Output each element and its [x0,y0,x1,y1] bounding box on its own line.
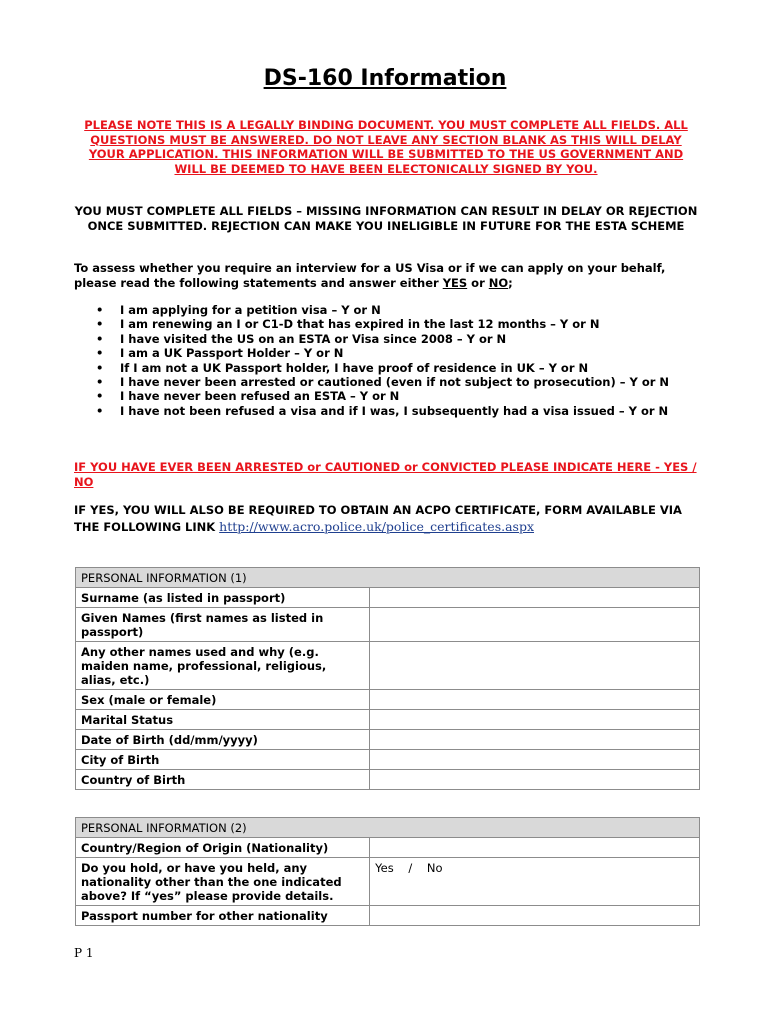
intro-text [74,261,698,290]
field-label: City of Birth [76,750,370,770]
statement-text: I am a UK Passport Holder – Y or N [120,346,344,361]
legal-notice: PLEASE NOTE THIS IS A LEGALLY BINDING DOCUMENT. YOU MUST COMPLETE ALL FIELDS. ALL QUESTIONS MUST BE ANSWERED. DO NOT LEAVE ANY SECTION BLANK AS THIS WILL DELAY YOUR APPLICATION. THIS INFORMATION WILL BE SUBMITTED TO THE US GOVERNMENT AND WILL BE DEEMED TO HAVE BEEN ELECTONICALLY SIGNED BY YOU. [84,118,688,176]
arrest-notice: IF YOU HAVE EVER BEEN ARRESTED or CAUTIONED or CONVICTED PLEASE INDICATE HERE - YES / NO [74,460,697,489]
field-label: Given Names (first names as listed in passport) [76,608,370,642]
sex-field[interactable] [370,690,700,710]
table-row [76,642,700,690]
personal-info-2-table [75,817,700,926]
country-of-birth-field[interactable] [370,770,700,790]
table-row [76,690,700,710]
field-label: Sex (male or female) [76,690,370,710]
section-header: PERSONAL INFORMATION (2) [76,818,700,838]
completion-warning: YOU MUST COMPLETE ALL FIELDS – MISSING INFORMATION CAN RESULT IN DELAY OR REJECTION ONCE SUBMITTED. REJECTION CAN MAKE YOU INELIGIBLE IN FUTURE FOR THE ESTA SCHEME [74,204,698,233]
list-item [74,346,698,360]
statement-list [74,303,698,418]
city-of-birth-field[interactable] [370,750,700,770]
surname-field[interactable] [370,588,700,608]
table-row [76,588,700,608]
bullet-icon: • [96,346,104,361]
statement-text: I have never been arrested or cautioned (even if not subject to prosecution) – Y or N [120,375,670,390]
bullet-icon: • [96,389,104,404]
list-item [74,361,698,375]
other-passport-number-field[interactable] [370,906,700,926]
list-item [74,389,698,403]
table-row [76,906,700,926]
field-label: Any other names used and why (e.g. maiden name, professional, religious, alias, etc.) [76,642,370,690]
table-row [76,770,700,790]
field-label: Marital Status [76,710,370,730]
list-item [74,375,698,389]
marital-status-field[interactable] [370,710,700,730]
personal-info-1-table [75,567,700,790]
intro-yes: YES [442,275,468,290]
field-label: Surname (as listed in passport) [76,588,370,608]
statement-text: I am applying for a petition visa – Y or N [120,303,381,317]
table-header-row [76,818,700,838]
intro-body: To assess whether you require an interview for a US Visa or if we can apply on your behalf, please read the following statements and answer either [74,261,666,290]
given-names-field[interactable] [370,608,700,642]
acpo-text: IF YES, YOU WILL ALSO BE REQUIRED TO OBTAIN AN ACPO CERTIFICATE, FORM AVAILABLE VIA THE FOLLOWING LINK [74,503,682,534]
table-row [76,710,700,730]
intro-end: ; [508,275,513,290]
table-row [76,750,700,770]
list-item [74,332,698,346]
date-of-birth-field[interactable] [370,730,700,750]
statement-text: I am renewing an I or C1-D that has expired in the last 12 months – Y or N [120,317,600,332]
statement-text: I have visited the US on an ESTA or Visa since 2008 – Y or N [120,331,507,346]
other-names-field[interactable] [370,642,700,690]
table-row [76,838,700,858]
bullet-icon: • [96,303,104,317]
table-header-row [76,568,700,588]
document-title: DS-160 Information [263,66,507,91]
acpo-notice [74,503,698,535]
table-row [76,858,700,906]
list-item [74,404,698,418]
field-label: Passport number for other nationality [76,906,370,926]
field-label: Do you hold, or have you held, any nationality other than the one indicated above? If “yes” please provide details. [76,858,370,906]
table-row [76,730,700,750]
intro-or: or [467,275,489,290]
bullet-icon: • [96,360,104,375]
bullet-icon: • [96,403,104,418]
nationality-field[interactable] [370,838,700,858]
field-label: Date of Birth (dd/mm/yyyy) [76,730,370,750]
bullet-icon: • [96,331,104,346]
field-label: Country of Birth [76,770,370,790]
page-number: P 1 [74,946,94,960]
field-label: Country/Region of Origin (Nationality) [76,838,370,858]
statement-text: I have never been refused an ESTA – Y or N [120,389,400,404]
statement-text: If I am not a UK Passport holder, I have proof of residence in UK – Y or N [120,360,589,375]
list-item [74,303,698,317]
acpo-link[interactable]: http://www.acro.police.uk/police_certificates.aspx [219,518,535,534]
section-header: PERSONAL INFORMATION (1) [76,568,700,588]
bullet-icon: • [96,317,104,332]
table-row [76,608,700,642]
other-nationality-field[interactable]: Yes / No [370,858,700,906]
statement-text: I have not been refused a visa and if I was, I subsequently had a visa issued – Y or N [120,403,669,418]
intro-no: NO [488,275,509,290]
list-item [74,317,698,331]
bullet-icon: • [96,375,104,390]
